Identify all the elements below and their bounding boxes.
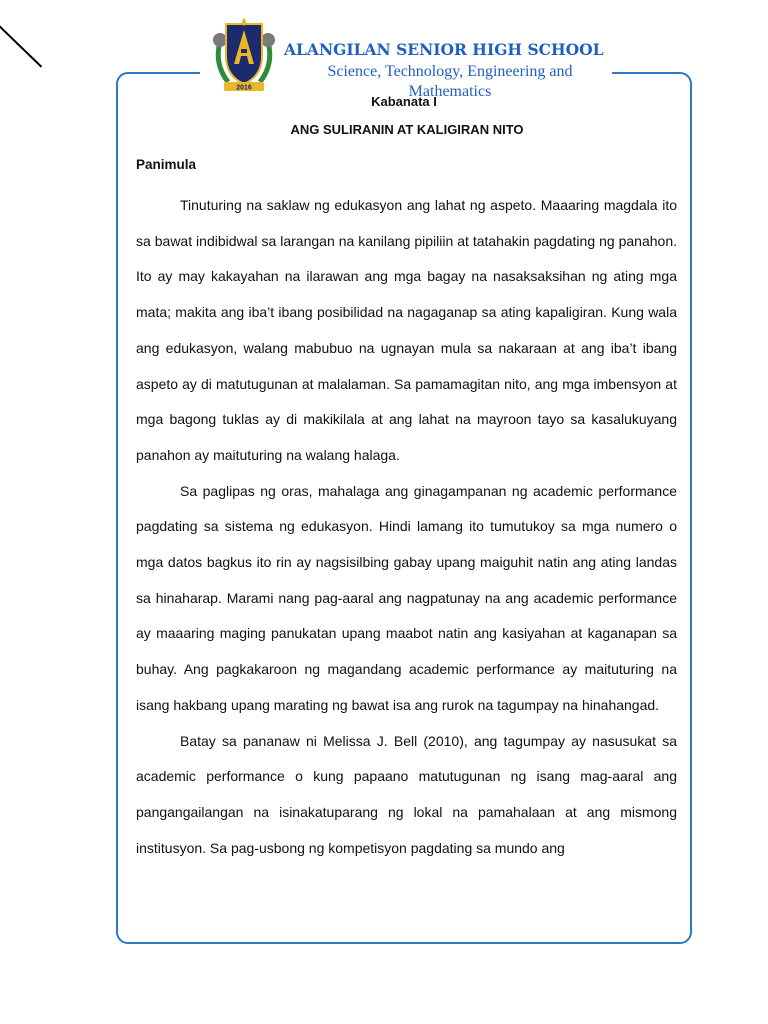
strand-line-1: Science, Technology, Engineering and xyxy=(327,63,573,80)
chapter-title: ANG SULIRANIN AT KALIGIRAN NITO xyxy=(290,122,524,137)
paragraph-1: Tinuturing na saklaw ng edukasyon ang lahat ng aspeto. Maaaring magdala ito sa bawat indibidwal sa larangan na kanilang pipiliin at tatahakin pagdating ng panahon. Ito ay may kakayahan na ilarawan ang mga bagay na nasaksaksihan ng ating mga mata; makita ang iba’t ibang posibilidad na nagaganap sa ating kapaligiran. Kung wala ang edukasyon, walang mabubuo na ugnayan mula sa nakaraan at ang iba’t ibang aspeto ay di matutugunan at malalaman. Sa pamamagitan nito, ang mga imbensyon at mga bagong tuklas ay di makikilala at ang lahat na mayroon tayo sa kasalukuyang panahon ay maituturing na walang halaga. xyxy=(136,197,677,463)
paragraph-2: Sa paglipas ng oras, mahalaga ang ginagampanan ng academic performance pagdating sa sistema ng edukasyon. Hindi lamang ito tumutukoy sa mga numero o mga datos bagkus ito rin ay nagsisilbing gabay upang maiguhit natin ang ating landas sa hinaharap. Marami nang pag-aaral ang nagpatunay na ang academic performance ay maaaring maging panukatan upang maabot natin ang kasiyahan at kaganapan sa buhay. Ang pagkakaroon ng magandang academic performance ay maituturing na isang hakbang upang marating ng bawat isa ang rurok na tagumpay na hinahangad. xyxy=(136,482,677,713)
paragraph-3: Batay sa pananaw ni Melissa J. Bell (2010), ang tagumpay ay nasusukat sa academic performance o kung papaano matutugunan ng isang mag-aaral ang pangangailangan na isinakatuparang ng lokal na pamahalaan at ang mismong institusyon. Sa pag-usbong ng kompetisyon pagdating sa mundo ang xyxy=(136,732,677,856)
school-name: ALANGILAN SENIOR HIGH SCHOOL xyxy=(284,40,604,59)
chapter-label: Kabanata I xyxy=(371,94,437,109)
document-body xyxy=(136,188,677,866)
school-logo xyxy=(210,12,278,96)
strand-line-2: Mathematics xyxy=(408,83,492,100)
corner-diagonal-line xyxy=(0,20,42,67)
section-heading: Panimula xyxy=(136,157,197,172)
logo-year-text: 2016 xyxy=(236,84,252,92)
